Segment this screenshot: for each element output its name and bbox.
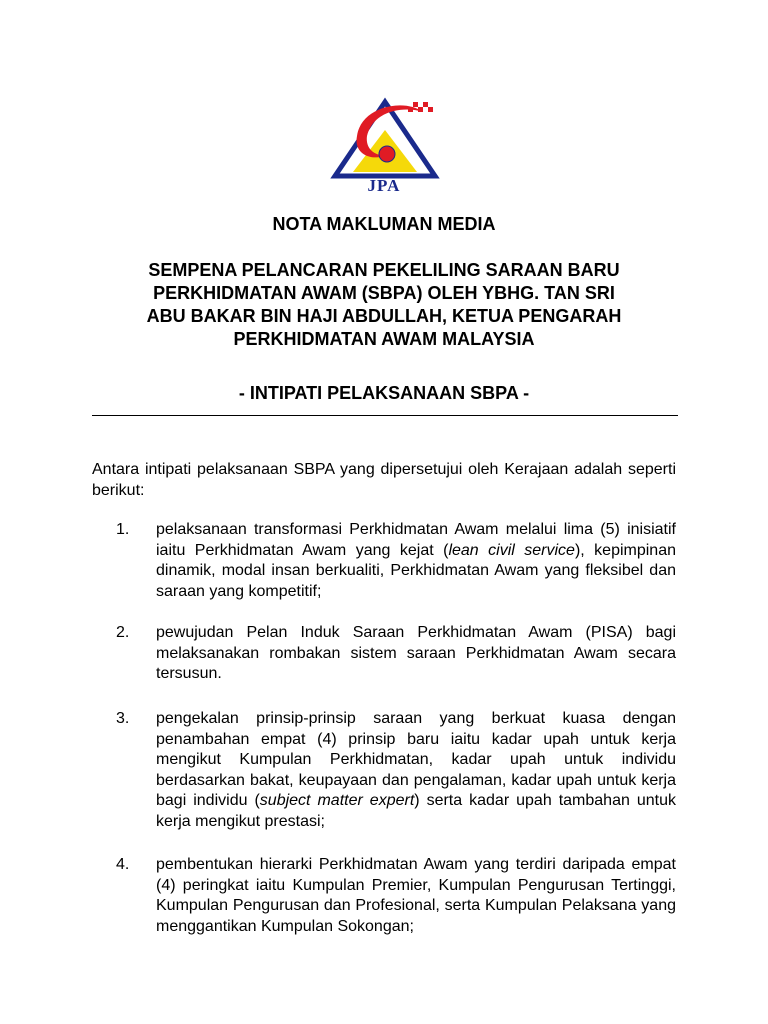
- list-item-number: 1.: [116, 521, 130, 538]
- divider: [92, 415, 678, 416]
- italic-term: subject matter expert: [259, 792, 415, 809]
- subtitle-line: PERKHIDMATAN AWAM MALAYSIA: [233, 329, 535, 349]
- text-part: pembentukan hierarki Perkhidmatan Awam yang terdiri daripada empat (4) peringkat iaitu Kumpulan Premier, Kumpulan Pengurusan Tertinggi, Kumpulan Pengurusan dan Profesional, serta Kumpulan Pelaksana yang menggantikan Kumpulan Sokongan;: [156, 856, 676, 935]
- text-part: pengekalan prinsip-prinsip saraan yang berkuat kuasa dengan penambahan empat (4) prinsip baru iaitu kadar upah untuk kerja mengikut Kumpulan Perkhidmatan, kadar upah untuk individu berdasarkan bakat, keupayaan dan pengalaman, kadar upah untuk kerja bagi individu (: [156, 710, 676, 809]
- list-item-text: [156, 709, 676, 832]
- list-item-text: [156, 520, 676, 602]
- italic-term: lean civil service: [448, 541, 575, 559]
- text-part: ), kepimpinan dinamik, modal insan berkualiti, Perkhidmatan Awam yang fleksibel dan saraan yang kompetitif;: [156, 541, 676, 600]
- list-item-text: [156, 855, 676, 937]
- list-item-number: 2.: [116, 624, 130, 641]
- subtitle-line: PERKHIDMATAN AWAM (SBPA) OLEH YBHG. TAN SRI: [153, 283, 615, 303]
- list-item-text: [156, 623, 676, 685]
- section-title: - INTIPATI PELAKSANAAN SBPA -: [238, 383, 530, 403]
- text-part: pewujudan Pelan Induk Saraan Perkhidmatan Awam (PISA) bagi melaksanakan rombakan sistem saraan Perkhidmatan Awam secara tersusun.: [156, 624, 676, 682]
- page-title: NOTA MAKLUMAN MEDIA: [272, 214, 496, 234]
- intro-paragraph: Antara intipati pelaksanaan SBPA yang dipersetujui oleh Kerajaan adalah seperti berikut:: [92, 461, 676, 499]
- list-item-number: 3.: [116, 710, 130, 727]
- text-part: ) serta kadar upah tambahan untuk kerja mengikut prestasi;: [156, 792, 676, 830]
- subtitle-line: SEMPENA PELANCARAN PEKELILING SARAAN BARU: [148, 260, 620, 280]
- subtitle: [0, 259, 768, 351]
- logo-text: JPA: [367, 176, 401, 195]
- subtitle-line: ABU BAKAR BIN HAJI ABDULLAH, KETUA PENGARAH: [146, 306, 622, 326]
- list-item-number: 4.: [116, 856, 130, 873]
- text-part: pelaksanaan transformasi Perkhidmatan Awam melalui lima (5) inisiatif iaitu Perkhidmatan Awam yang kejat (: [156, 521, 676, 559]
